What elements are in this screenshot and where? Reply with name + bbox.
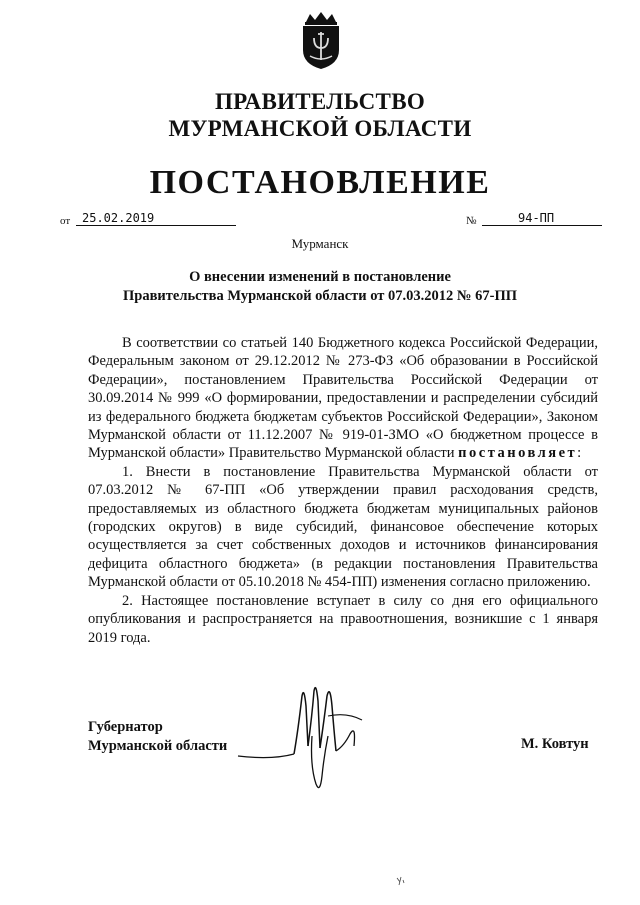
signatory-position	[88, 718, 227, 756]
issuer-line-1: ПРАВИТЕЛЬСТВО	[214, 89, 426, 114]
date-number-row	[60, 207, 590, 229]
signature-icon	[232, 676, 402, 796]
scan-speck-icon	[394, 874, 408, 888]
document-number: 94-ПП	[482, 211, 602, 226]
issuer-heading	[0, 88, 640, 142]
clause-2: 2. Настоящее постановление вступает в силу со дня его официального опубликования и распространяется на правоотношения, возникшие с 1 января 2019 года.	[88, 592, 598, 646]
document-type-title: ПОСТАНОВЛЕНИЕ	[149, 164, 491, 201]
handwritten-signature	[232, 676, 402, 796]
subject-line-2: Правительства Мурманской области от 07.03.2012 № 67-ПП	[122, 288, 518, 304]
resolves-colon: :	[577, 445, 582, 462]
murmansk-coat-of-arms-icon	[296, 12, 346, 70]
document-body	[88, 334, 598, 647]
date-label: от	[60, 215, 71, 227]
preamble-text: В соответствии со статьей 140 Бюджетного кодекса Российской Федерации, Федеральным законом от 29.12.2012 № 273-ФЗ «Об образовании в Российской Федерации», постановлением Правительства Российской Федерации от 30.09.2014 № 999 «О формировании, предоставлении и распределении субсидий из федерального бюджета бюджетам субъектов Российской Федерации», Законом Мурманской области от 11.12.2007 № 919-01-ЗМО «О бюджетном процессе в Мурманской области» Правительство Мурманской области	[88, 335, 598, 462]
signatory-position-line-2: Мурманской области	[88, 738, 228, 754]
signatory-position-line-1: Губернатор	[88, 719, 163, 735]
signatory-name: М. Ковтун	[521, 736, 589, 752]
issuer-line-2: МУРМАНСКОЙ ОБЛАСТИ	[168, 116, 472, 141]
clause-1: 1. Внести в постановление Правительства Мурманской области от 07.03.2012 № 67-ПП «Об утверждении правил расходования средств, предоставляемых из областного бюджета бюджетам муниципальных районов (городских округов) в виде субсидий, финансовое обеспечение которых осуществляется за счет собственных доходов и источников финансирования дефицита областного бюджета» (в редакции постановления Правительства Мурманской области от 05.10.2018 № 454-ПП) изменения согласно приложению.	[88, 463, 598, 591]
city: Мурманск	[291, 236, 349, 251]
preamble-paragraph	[88, 334, 598, 463]
number-label: №	[466, 215, 477, 227]
document-subject	[0, 268, 640, 306]
subject-line-1: О внесении изменений в постановление	[189, 269, 451, 285]
coat-of-arms-emblem	[296, 12, 346, 70]
scan-mark	[394, 874, 408, 888]
resolves-word: постановляет	[458, 445, 578, 462]
document-date: 25.02.2019	[76, 211, 236, 226]
